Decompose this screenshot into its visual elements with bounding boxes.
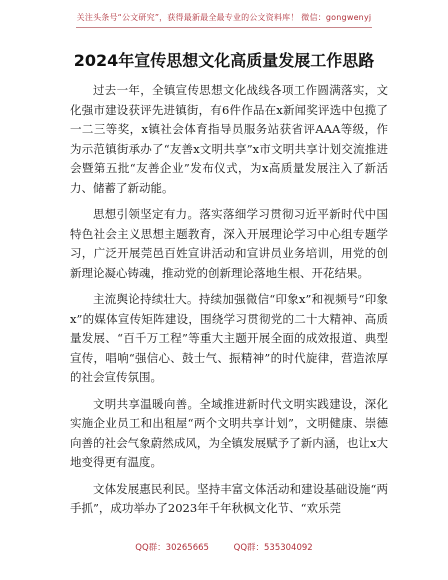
header-divider [76,27,372,28]
paragraph-culture-sports: 文体发展惠民利民。坚持丰富文体活动和建设基础设施“两手抓”，成功举办了2023年千年秋枫文化节、“欢乐莞 [70,481,388,515]
footer-qq-group-2: QQ群：535304092 [233,543,313,553]
paragraph-media: 主流舆论持续壮大。持续加强微信“印象x”和视频号“印象x”的媒体宣传矩阵建设，围绕学习贯彻党的二十大精神、高质量发展、“百千万工程”等重大主题开展全面的成效报道、典型宣传，唱响“强信心、鼓士气、振精神”的时代旋律，营造浓厚的社会宣传氛围。 [70,292,388,384]
document-body [70,81,388,526]
paragraph-ideology: 思想引领坚定有力。落实落细学习贯彻习近平新时代中国特色社会主义思想主题教育，深入开展理论学习中心组专题学习，广泛开展莞邑百姓宣讲活动和宣讲员业务培训，用党的创新理论凝心铸魂，推动党的创新理论落地生根、开花结果。 [70,207,388,280]
header-banner: 关注头条号“公文研究”，获得最新最全最专业的公文资料库！ 微信：gongwenyj [76,13,372,22]
footer-contact [0,541,448,553]
footer-qq-group-1: QQ群：30265665 [135,543,209,553]
paragraph-civilization: 文明共享温暖向善。全域推进新时代文明实践建设，深化实施企业员工和出租屋“两个文明共享计划”，文明健康、崇德向善的社会气象蔚然成风，为全镇发展赋予了新内涵，也让x大地变得更有温度。 [70,396,388,469]
paragraph-intro: 过去一年，全镇宣传思想文化战线各项工作圆满落实，文化强市建设获评先进镇街，有6件作品在x新闻奖评选中包揽了一二三等奖，x镇社会体育指导员服务站获省评AAA等级，作为示范镇街承办了“友善x文明共享”x市文明共享计划交流推进会暨第五批“友善企业”发布仪式，为x高质量发展注入了新活力、储蓄了新动能。 [70,83,388,195]
document-title: 2024年宣传思想文化高质量发展工作思路 [73,51,375,70]
